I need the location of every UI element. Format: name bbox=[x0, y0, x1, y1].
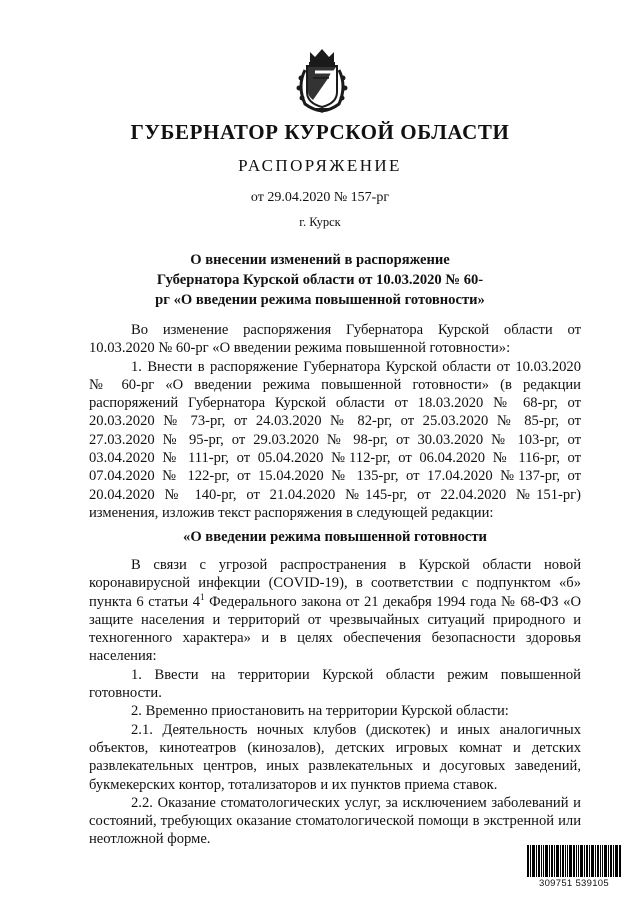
intro-section bbox=[89, 321, 581, 522]
governor-title: ГУБЕРНАТОР КУРСКОЙ ОБЛАСТИ bbox=[130, 120, 510, 144]
clause-2-2: 2.2. Оказание стоматологических услуг, за исключением заболеваний и состояний, требующих оказание стоматологической помощи в экстренной или неотложной форме. bbox=[89, 794, 581, 848]
new-text-heading: «О введении режима повышенной готовности bbox=[183, 529, 487, 545]
clause-2-1: 2.1. Деятельность ночных клубов (дискотек) и иных аналогичных объектов, кинотеатров (кинозалов), детских игровых комнат и детских развлекательных центров, иных развлекательных и досуговых заведений, букмекерских контор, тотализаторов и их пунктов приема ставок. bbox=[89, 721, 581, 793]
superscript: 1 bbox=[200, 591, 205, 602]
coat-of-arms-icon bbox=[293, 48, 351, 114]
clause-2: 2. Временно приостановить на территории Курской области: bbox=[131, 703, 509, 720]
document-type: РАСПОРЯЖЕНИЕ bbox=[238, 156, 402, 175]
barcode-icon bbox=[527, 845, 621, 877]
document-date-number: от 29.04.2020 № 157-рг bbox=[250, 190, 390, 205]
preamble-paragraph: В связи с угрозой распространения в Курской области новой коронавирусной инфекции (COVID-19), в соответствии с подпунктом «б» пункта 6 статьи $4^1$ Федерального закона от 21 декабря 1994 года № 68-ФЗ «О защите населения и территорий от чрезвычайных ситуаций природного и техногенного характера» и в целях обеспечения безопасности здоровья населения: bbox=[89, 557, 581, 665]
document-subject: О внесении изменений в распоряжение Губернатора Курской области от 10.03.2020 № 60-рг «О введении режима повышенной готовности» bbox=[155, 252, 485, 308]
clause-1: 1. Ввести на территории Курской области режим повышенной готовности. bbox=[89, 666, 581, 702]
barcode-number: 309751 539105 bbox=[539, 878, 609, 889]
new-text-section bbox=[89, 556, 581, 849]
intro-paragraph: Во изменение распоряжения Губернатора Курской области от 10.03.2020 № 60-рг «О введении режима повышенной готовности»: bbox=[89, 322, 581, 357]
amendment-paragraph: 1. Внести в распоряжение Губернатора Курской области от 10.03.2020 № 60-рг «О введении режима повышенной готовности» (в редакции распоряжений Губернатора Курской области от 18.03.2020 № 68-рг, от 20.03.2020 № 73-рг, от 24.03.2020 № 82-рг, от 25.03.2020 № 85-рг, от 27.03.2020 № 95-рг, от 29.03.2020 № 98-рг, от 30.03.2020 № 103-рг, от 03.04.2020 № 111-рг, от 05.04.2020 №112-рг, от 06.04.2020 № 116-рг, от 07.04.2020 № 122-рг, от 15.04.2020 № 135-рг, от 17.04.2020 №137-рг, от 20.04.2020 № 140-рг, от 21.04.2020 №145-рг, от 22.04.2020 №151-рг) изменения, изложив текст распоряжения в следующей редакции: bbox=[89, 358, 581, 521]
document-city: г. Курск bbox=[299, 215, 341, 229]
